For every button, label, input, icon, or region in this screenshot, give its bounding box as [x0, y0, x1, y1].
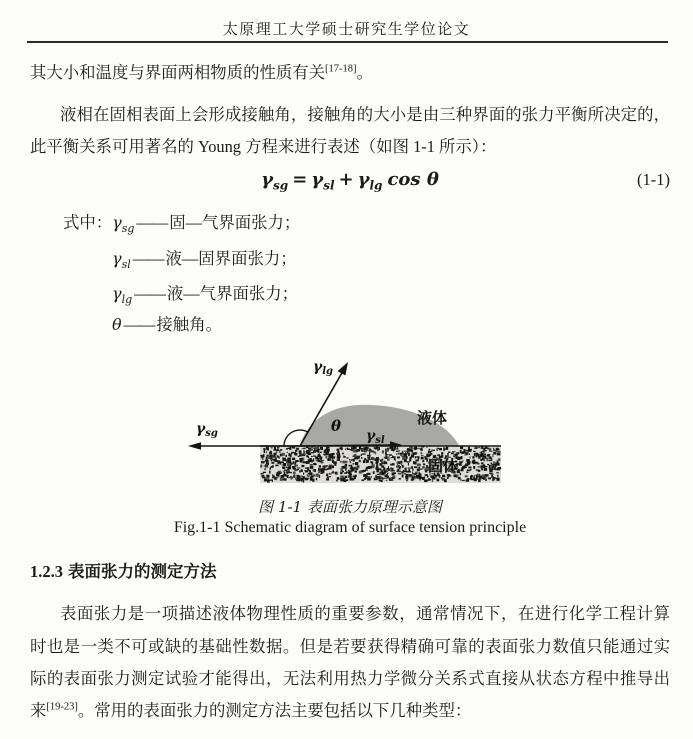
section-number: 1.2.3	[30, 562, 63, 581]
em-dash: ——	[136, 213, 168, 232]
gamma-sg: $\gamma_{sg}$	[261, 169, 289, 193]
gamma-sl-label: $\gamma_{sl}$	[366, 428, 385, 446]
running-header: 太原理工大学硕士研究生学位论文	[222, 22, 471, 38]
gamma-lg-label: $\gamma_{lg}$	[312, 359, 333, 377]
definition-line-theta	[112, 311, 222, 337]
definition-text: 固—气界面张力；	[169, 213, 301, 232]
equation-body	[261, 169, 439, 193]
em-dash: ——	[134, 284, 165, 303]
definition-line-sg	[63, 209, 300, 235]
gamma-sl: $\gamma_{sl}$	[311, 169, 335, 193]
symbol-theta: θ	[112, 315, 122, 334]
liquid-label: 液体	[416, 411, 448, 427]
definition-line-sl	[112, 245, 297, 271]
methods-paragraph-line3: 际的表面张力测定试验才能得出，无法利用热力学微分关系式直接从状态方程中推导出	[30, 669, 670, 688]
definition-line-lg	[112, 280, 298, 306]
body-text: 。	[356, 63, 373, 82]
definition-text: 液—气界面张力；	[166, 284, 299, 303]
equation-young	[30, 169, 670, 193]
header-rule	[27, 41, 668, 43]
methods-paragraph-line1: 表面张力是一项描述液体物理性质的重要参数，通常情况下，在进行化学工程计算	[60, 604, 670, 623]
where-prefix: 式中：	[63, 213, 113, 232]
paragraph-young-line2: 此平衡关系可用著名的 Young 方程来进行表述（如图 1-1 所示）：	[30, 137, 497, 156]
methods-paragraph-line2: 时也是一类不可或缺的基础性数据。但是若要获得精确可靠的表面张力数值只能通过实	[30, 637, 670, 656]
equation-number: (1-1)	[637, 170, 670, 189]
em-dash: ——	[123, 315, 155, 334]
body-text: 。常用的表面张力的测定方法主要包括以下几种类型：	[77, 701, 472, 720]
cos-theta: cos θ	[387, 169, 439, 190]
solid-label: 固体	[427, 459, 459, 475]
gamma-lg: $\gamma_{lg}$	[357, 169, 383, 193]
section-title: 表面张力的测定方法	[68, 563, 217, 581]
plus-sign: +	[338, 169, 354, 190]
gamma-sg-arrowhead	[188, 442, 201, 450]
figure-caption-en: Fig.1-1 Schematic diagram of surface tension principle	[173, 519, 527, 536]
gamma-lg-arrowhead	[338, 362, 348, 376]
gamma-sg-label: $\gamma_{sg}$	[196, 421, 218, 439]
figure-caption-zh: 图 1-1 表面张力原理示意图	[258, 498, 442, 516]
definition-text: 液—固界面张力；	[165, 249, 297, 268]
methods-paragraph-line4	[30, 700, 670, 722]
symbol-gamma-sl: $\gamma_{sl}$	[112, 249, 131, 272]
paragraph-continuation-line	[30, 62, 670, 84]
equals-sign: =	[292, 169, 308, 190]
symbol-gamma-sg: $\gamma_{sg}$	[112, 213, 135, 236]
em-dash: ——	[132, 249, 164, 268]
definition-text: 接触角。	[156, 315, 222, 334]
body-text: 来	[30, 701, 47, 720]
section-heading-1-2-3	[30, 558, 670, 582]
theta-label: θ	[330, 417, 342, 435]
paragraph-young-line1: 液相在固相表面上会形成接触角，接触角的大小是由三种界面的张力平衡所决定的，	[60, 105, 670, 124]
body-text: 其大小和温度与界面两相物质的性质有关	[30, 63, 326, 82]
citation-ref-19-23: [19-23]	[46, 701, 78, 713]
figure-surface-tension-diagram	[100, 350, 560, 492]
symbol-gamma-lg: $\gamma_{lg}$	[112, 284, 133, 307]
citation-ref-17-18: [17-18]	[325, 63, 357, 75]
